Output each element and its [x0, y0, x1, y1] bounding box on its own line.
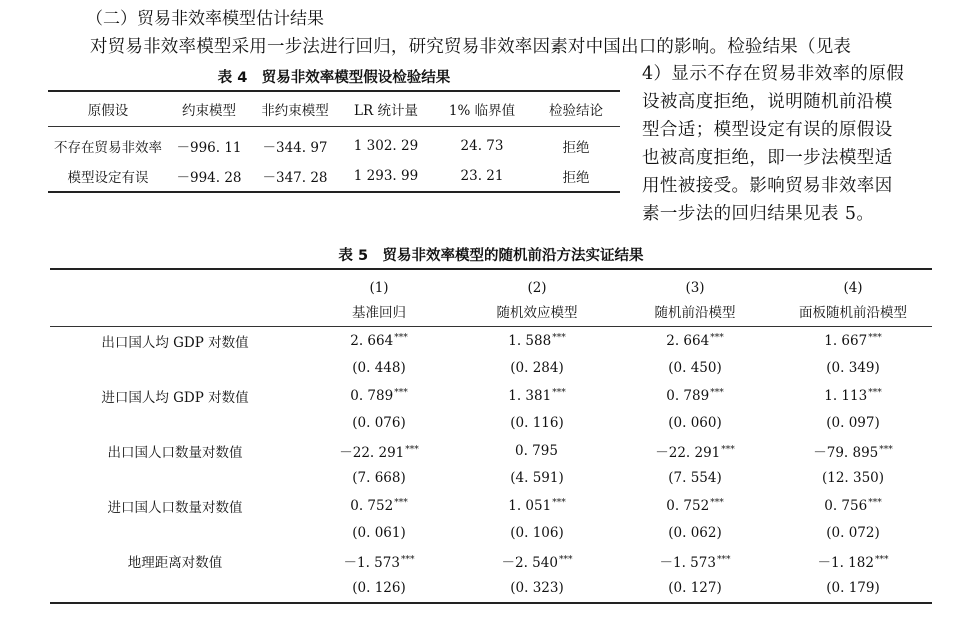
- paragraph-line: 型合适；模型设定有误的原假设: [642, 120, 893, 140]
- coefficient-value: 2. 664: [666, 332, 710, 349]
- table5-standard-error: (4. 591): [510, 470, 564, 487]
- table5-standard-error: (0. 323): [458, 575, 616, 604]
- table5-standard-error: (0. 284): [510, 360, 564, 377]
- table4-cell: 1 293. 99: [340, 161, 432, 192]
- table5-standard-error: (7. 554): [668, 470, 722, 487]
- table-row: [50, 382, 932, 410]
- coefficient-value: －79. 895: [813, 444, 879, 461]
- table-row: [50, 327, 932, 355]
- table-row: [50, 547, 932, 575]
- paragraph-line: 素一步法的回归结果见表 5。: [642, 204, 875, 224]
- paragraph-line: 设被高度拒绝，说明随机前沿模: [642, 92, 893, 112]
- significance-stars: ***: [552, 387, 566, 398]
- table5-coefficient: [458, 327, 616, 355]
- table4-header-cell: 非约束模型: [250, 91, 340, 127]
- coefficient-value: 1. 588: [508, 332, 552, 349]
- coefficient-value: 0. 752: [350, 497, 394, 514]
- paragraph-right-column: [642, 60, 942, 228]
- paragraph-line: 也被高度拒绝，即一步法模型适: [642, 148, 893, 168]
- table4-cell: 拒绝: [532, 161, 620, 192]
- table5-standard-error: (0. 106): [510, 525, 564, 542]
- significance-stars: ***: [558, 554, 573, 565]
- coefficient-value: 0. 795: [515, 442, 558, 459]
- table4-cell: 1 302. 29: [353, 138, 419, 154]
- table4-cell: 不存在贸易非效率: [54, 140, 162, 156]
- table5-coefficient: [616, 547, 774, 575]
- table5-standard-error: (0. 060): [668, 415, 722, 432]
- section-heading: （二）贸易非效率模型估计结果: [86, 9, 324, 29]
- significance-stars: ***: [552, 332, 566, 343]
- table5-coefficient: [300, 327, 458, 355]
- table-row: [50, 575, 932, 604]
- table4-cell: 拒绝: [562, 140, 590, 156]
- table5-coefficient: [616, 327, 774, 355]
- table5-header-row: [50, 269, 932, 296]
- paragraph-line: 用性被接受。影响贸易非效率因: [642, 176, 893, 196]
- table4-header-row: [48, 91, 620, 127]
- table-row: [50, 410, 932, 438]
- table5-coefficient: [458, 382, 616, 410]
- table5-coefficient: [616, 492, 774, 520]
- table4-cell: 23. 21: [432, 161, 532, 192]
- table5-body: [50, 327, 932, 604]
- coefficient-value: 0. 756: [824, 497, 868, 514]
- table5-coefficient: [300, 547, 458, 575]
- significance-stars: ***: [868, 497, 882, 508]
- table5-standard-error: (0. 450): [668, 360, 722, 377]
- significance-stars: ***: [400, 554, 415, 565]
- table-row: [48, 131, 620, 161]
- table5-coefficient: [616, 382, 774, 410]
- table5-coefficient: [458, 547, 616, 575]
- table4-cell: －996. 11: [176, 140, 242, 156]
- table5-standard-error: (0. 116): [510, 415, 564, 432]
- table5-column-name: 面板随机前沿模型: [774, 296, 932, 327]
- table5-standard-error: (0. 061): [352, 525, 406, 542]
- significance-stars: ***: [394, 332, 408, 343]
- table4-cell: 模型设定有误: [48, 161, 168, 192]
- significance-stars: ***: [868, 387, 882, 398]
- significance-stars: ***: [879, 444, 893, 455]
- table5-row-label: 出口国人口数量对数值: [107, 444, 243, 461]
- coefficient-value: 0. 752: [666, 497, 710, 514]
- table5-column-number: (2): [458, 269, 616, 296]
- significance-stars: ***: [710, 387, 724, 398]
- table5-coefficient: [458, 492, 616, 520]
- table5-column-name: 随机前沿模型: [616, 296, 774, 327]
- significance-stars: ***: [874, 554, 889, 565]
- coefficient-value: 2. 664: [350, 332, 394, 349]
- table5-caption: 表 5 贸易非效率模型的随机前沿方法实证结果: [338, 248, 644, 264]
- table-row: [50, 520, 932, 548]
- significance-stars: ***: [721, 444, 735, 455]
- table5-coefficient: [616, 437, 774, 465]
- table4-caption: 表 4 贸易非效率模型假设检验结果: [217, 70, 451, 86]
- table5-row-label: 出口国人均 GDP 对数值: [101, 334, 249, 351]
- significance-stars: ***: [552, 497, 566, 508]
- table4-cell: 24. 73: [460, 138, 504, 154]
- table-row: [48, 161, 620, 192]
- table-row: [50, 437, 932, 465]
- table-row: [50, 465, 932, 493]
- paragraph-line: 4）显示不存在贸易非效率的原假: [642, 64, 905, 84]
- significance-stars: ***: [394, 497, 408, 508]
- table5-row-label: 进口国人均 GDP 对数值: [101, 389, 249, 406]
- table5-standard-error: (7. 668): [352, 470, 406, 487]
- table5-standard-error: (0. 349): [826, 360, 880, 377]
- significance-stars: ***: [868, 332, 882, 343]
- significance-stars: ***: [394, 387, 408, 398]
- table5-header-row: [50, 296, 932, 327]
- table5-column-number: (3): [616, 269, 774, 296]
- significance-stars: ***: [716, 554, 731, 565]
- table5-row-label: 进口国人口数量对数值: [107, 499, 243, 516]
- table5-row-label: 地理距离对数值: [127, 554, 223, 571]
- table4-cell: －347. 28: [250, 161, 340, 192]
- table4-header-cell: 1% 临界值: [432, 91, 532, 127]
- table5-standard-error: (0. 072): [826, 525, 880, 542]
- paragraph-line-1: 对贸易非效率模型采用一步法进行回归，研究贸易非效率因素对中国出口的影响。检验结果（见表: [90, 37, 852, 57]
- coefficient-value: －22. 291: [339, 444, 405, 461]
- table5-coefficient: [774, 492, 932, 520]
- table5: [50, 268, 932, 604]
- table5-coefficient: [300, 437, 458, 465]
- table5-standard-error: (0. 179): [774, 575, 932, 604]
- table4-header-cell: 检验结论: [532, 91, 620, 127]
- coefficient-value: －1. 573: [659, 554, 716, 571]
- table5-coefficient: [774, 327, 932, 355]
- table5-standard-error: (0. 126): [300, 575, 458, 604]
- coefficient-value: 1. 381: [508, 387, 552, 404]
- table4: [48, 90, 620, 193]
- table5-coefficient: [774, 547, 932, 575]
- coefficient-value: －22. 291: [655, 444, 721, 461]
- table5-coefficient: [300, 492, 458, 520]
- coefficient-value: 1. 113: [824, 387, 868, 404]
- table5-column-number: (4): [774, 269, 932, 296]
- table4-cell: －344. 97: [262, 140, 328, 156]
- coefficient-value: －1. 573: [343, 554, 400, 571]
- significance-stars: ***: [710, 497, 724, 508]
- table5-coefficient: [774, 437, 932, 465]
- coefficient-value: －2. 540: [501, 554, 558, 571]
- table5-standard-error: (0. 062): [668, 525, 722, 542]
- table5-standard-error: (0. 448): [352, 360, 406, 377]
- coefficient-value: 0. 789: [350, 387, 394, 404]
- table4-cell: －994. 28: [168, 161, 250, 192]
- table5-standard-error: (12. 350): [821, 470, 885, 487]
- significance-stars: ***: [405, 444, 419, 455]
- table5-column-name: 随机效应模型: [458, 296, 616, 327]
- table-row: [50, 355, 932, 383]
- coefficient-value: 1. 051: [508, 497, 552, 514]
- table-row: [50, 492, 932, 520]
- table5-standard-error: (0. 097): [826, 415, 880, 432]
- coefficient-value: －1. 182: [817, 554, 874, 571]
- table5-standard-error: (0. 127): [616, 575, 774, 604]
- table5-column-name: 基准回归: [300, 296, 458, 327]
- table5-coefficient: [458, 437, 616, 465]
- table5-coefficient: [300, 382, 458, 410]
- table4-header-cell: 约束模型: [168, 91, 250, 127]
- significance-stars: ***: [710, 332, 724, 343]
- coefficient-value: 0. 789: [666, 387, 710, 404]
- coefficient-value: 1. 667: [824, 332, 868, 349]
- table4-header-cell: 原假设: [48, 91, 168, 127]
- table5-column-number: (1): [300, 269, 458, 296]
- table5-coefficient: [774, 382, 932, 410]
- table5-standard-error: (0. 076): [352, 415, 406, 432]
- table4-header-cell: LR 统计量: [340, 91, 432, 127]
